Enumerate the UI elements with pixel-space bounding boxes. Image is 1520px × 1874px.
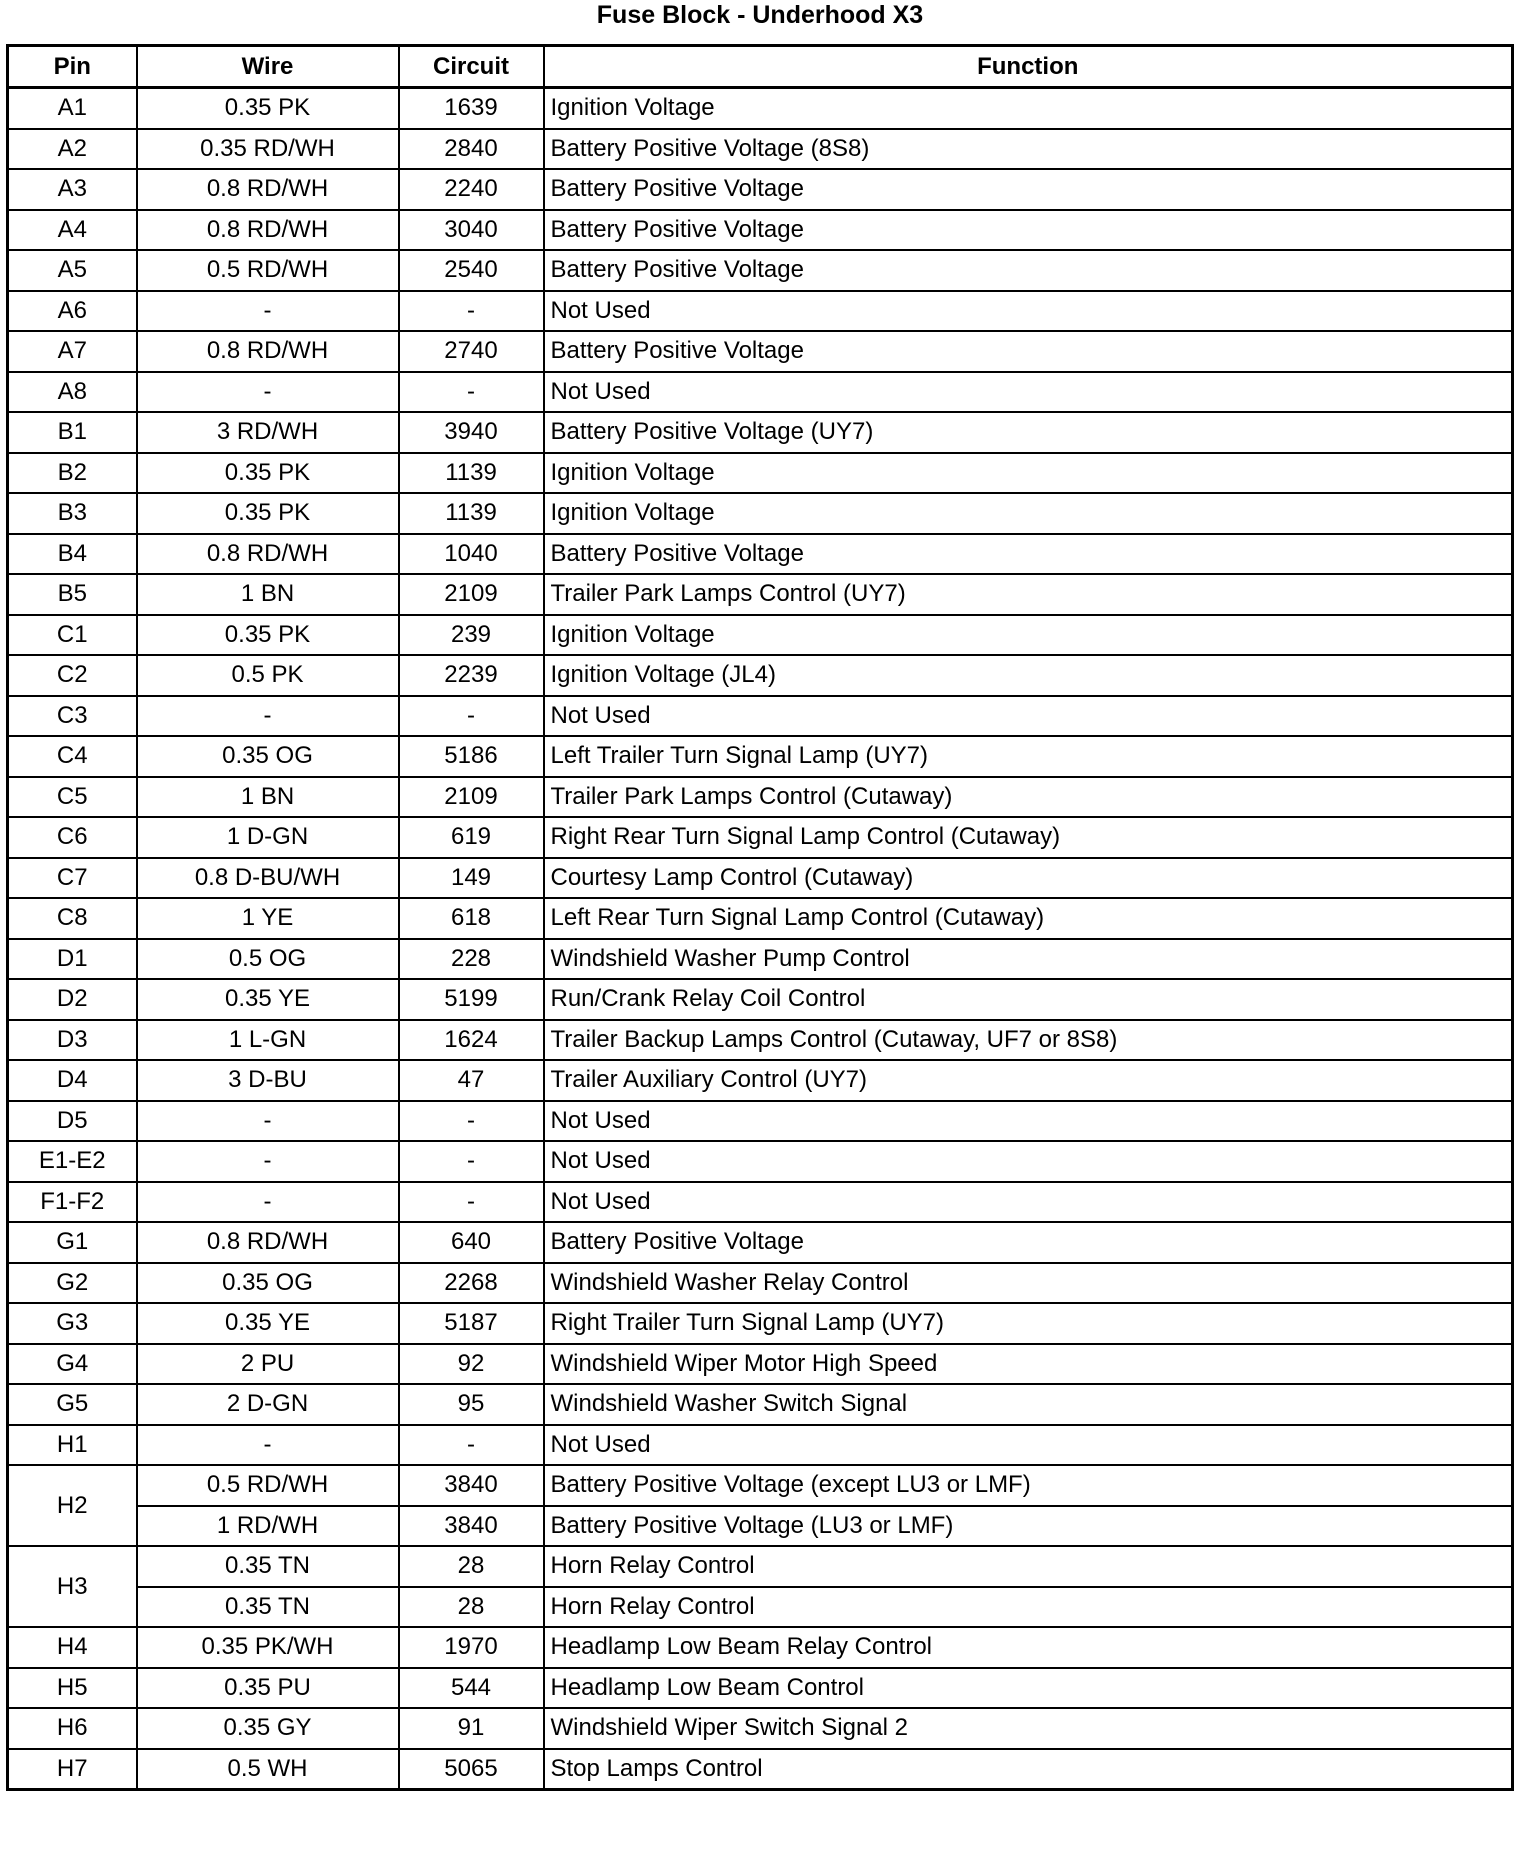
table-row: [8, 979, 1513, 1020]
pin-cell: G3: [8, 1303, 137, 1344]
function-cell: Trailer Park Lamps Control (UY7): [544, 574, 1513, 615]
wire-cell: 0.35 PK: [137, 615, 399, 656]
function-cell: Run/Crank Relay Coil Control: [544, 979, 1513, 1020]
circuit-cell: 95: [399, 1384, 544, 1425]
wire-cell: -: [137, 1101, 399, 1142]
circuit-cell: 3040: [399, 210, 544, 251]
circuit-cell: 2268: [399, 1263, 544, 1304]
table-row: [8, 696, 1513, 737]
circuit-cell: 2840: [399, 129, 544, 170]
table-row: [8, 1546, 1513, 1587]
pin-cell: F1-F2: [8, 1182, 137, 1223]
wire-cell: 1 RD/WH: [137, 1506, 399, 1547]
wire-cell: 0.35 PK: [137, 88, 399, 129]
table-row: [8, 1425, 1513, 1466]
pin-cell: B4: [8, 534, 137, 575]
circuit-cell: 92: [399, 1344, 544, 1385]
function-cell: Battery Positive Voltage (8S8): [544, 129, 1513, 170]
wire-cell: 0.35 YE: [137, 979, 399, 1020]
function-cell: Trailer Backup Lamps Control (Cutaway, UF7 or 8S8): [544, 1020, 1513, 1061]
function-cell: Trailer Auxiliary Control (UY7): [544, 1060, 1513, 1101]
table-row: [8, 1668, 1513, 1709]
wire-cell: 0.8 RD/WH: [137, 331, 399, 372]
wire-cell: 0.35 TN: [137, 1546, 399, 1587]
pin-rows: [8, 88, 1513, 1790]
function-cell: Stop Lamps Control: [544, 1749, 1513, 1790]
table-row: [8, 412, 1513, 453]
function-cell: Battery Positive Voltage: [544, 210, 1513, 251]
wire-cell: 2 D-GN: [137, 1384, 399, 1425]
pin-cell: D5: [8, 1101, 137, 1142]
function-cell: Windshield Wiper Motor High Speed: [544, 1344, 1513, 1385]
pin-cell: H7: [8, 1749, 137, 1790]
header-circuit: Circuit: [399, 46, 544, 88]
pin-cell: G2: [8, 1263, 137, 1304]
function-cell: Right Rear Turn Signal Lamp Control (Cutaway): [544, 817, 1513, 858]
function-cell: Not Used: [544, 696, 1513, 737]
wire-cell: 0.35 PK/WH: [137, 1627, 399, 1668]
circuit-cell: -: [399, 696, 544, 737]
pin-cell: A4: [8, 210, 137, 251]
function-cell: Not Used: [544, 1425, 1513, 1466]
circuit-cell: -: [399, 1141, 544, 1182]
pin-cell: A8: [8, 372, 137, 413]
wire-cell: 0.35 OG: [137, 1263, 399, 1304]
function-cell: Horn Relay Control: [544, 1546, 1513, 1587]
circuit-cell: 2540: [399, 250, 544, 291]
table-row: [8, 1708, 1513, 1749]
circuit-cell: 5199: [399, 979, 544, 1020]
table-row: [8, 210, 1513, 251]
function-cell: Battery Positive Voltage: [544, 1222, 1513, 1263]
circuit-cell: 1139: [399, 493, 544, 534]
pin-cell: D2: [8, 979, 137, 1020]
wire-cell: 0.35 TN: [137, 1587, 399, 1628]
wire-cell: 0.8 RD/WH: [137, 210, 399, 251]
table-row: [8, 1587, 1513, 1628]
table-row: [8, 129, 1513, 170]
wire-cell: 0.35 PK: [137, 493, 399, 534]
function-cell: Left Trailer Turn Signal Lamp (UY7): [544, 736, 1513, 777]
function-cell: Headlamp Low Beam Control: [544, 1668, 1513, 1709]
pin-cell: B2: [8, 453, 137, 494]
pin-cell: A6: [8, 291, 137, 332]
table-row: [8, 169, 1513, 210]
function-cell: Windshield Washer Switch Signal: [544, 1384, 1513, 1425]
circuit-cell: -: [399, 372, 544, 413]
header-function: Function: [544, 46, 1513, 88]
wire-cell: 0.5 RD/WH: [137, 250, 399, 291]
table-row: [8, 615, 1513, 656]
table-row: [8, 1060, 1513, 1101]
function-cell: Ignition Voltage: [544, 493, 1513, 534]
function-cell: Left Rear Turn Signal Lamp Control (Cutaway): [544, 898, 1513, 939]
wire-cell: -: [137, 1182, 399, 1223]
circuit-cell: 1139: [399, 453, 544, 494]
function-cell: Battery Positive Voltage (LU3 or LMF): [544, 1506, 1513, 1547]
pin-cell: B1: [8, 412, 137, 453]
wire-cell: 0.8 D-BU/WH: [137, 858, 399, 899]
table-row: [8, 1141, 1513, 1182]
pin-cell: A5: [8, 250, 137, 291]
wire-cell: 0.5 OG: [137, 939, 399, 980]
table-row: [8, 331, 1513, 372]
wire-cell: 3 RD/WH: [137, 412, 399, 453]
circuit-cell: 3840: [399, 1465, 544, 1506]
circuit-cell: 3840: [399, 1506, 544, 1547]
circuit-cell: -: [399, 1182, 544, 1223]
pin-cell: H4: [8, 1627, 137, 1668]
function-cell: Not Used: [544, 1141, 1513, 1182]
wire-cell: 0.8 RD/WH: [137, 534, 399, 575]
pin-cell: H6: [8, 1708, 137, 1749]
pin-cell: C5: [8, 777, 137, 818]
function-cell: Not Used: [544, 291, 1513, 332]
table-row: [8, 898, 1513, 939]
function-cell: Battery Positive Voltage (UY7): [544, 412, 1513, 453]
wire-cell: 1 BN: [137, 574, 399, 615]
pin-cell: B5: [8, 574, 137, 615]
wire-cell: 0.35 YE: [137, 1303, 399, 1344]
table-row: [8, 1303, 1513, 1344]
table-row: [8, 493, 1513, 534]
circuit-cell: 1040: [399, 534, 544, 575]
function-cell: Ignition Voltage: [544, 615, 1513, 656]
pin-cell: C3: [8, 696, 137, 737]
function-cell: Headlamp Low Beam Relay Control: [544, 1627, 1513, 1668]
function-cell: Ignition Voltage: [544, 88, 1513, 129]
circuit-cell: 3940: [399, 412, 544, 453]
function-cell: Not Used: [544, 1101, 1513, 1142]
circuit-cell: 228: [399, 939, 544, 980]
wire-cell: 0.35 PU: [137, 1668, 399, 1709]
table-row: [8, 1506, 1513, 1547]
table-row: [8, 736, 1513, 777]
circuit-cell: 2240: [399, 169, 544, 210]
circuit-cell: -: [399, 1101, 544, 1142]
circuit-cell: 2109: [399, 574, 544, 615]
wire-cell: 0.8 RD/WH: [137, 1222, 399, 1263]
pin-cell: G4: [8, 1344, 137, 1385]
circuit-cell: 239: [399, 615, 544, 656]
circuit-cell: 1639: [399, 88, 544, 129]
wire-cell: 1 L-GN: [137, 1020, 399, 1061]
table-row: [8, 453, 1513, 494]
wire-cell: 1 D-GN: [137, 817, 399, 858]
wire-cell: -: [137, 1425, 399, 1466]
table-row: [8, 372, 1513, 413]
pin-cell: H5: [8, 1668, 137, 1709]
circuit-cell: 5187: [399, 1303, 544, 1344]
wire-cell: 0.5 RD/WH: [137, 1465, 399, 1506]
table-row: [8, 777, 1513, 818]
function-cell: Battery Positive Voltage: [544, 331, 1513, 372]
wire-cell: 0.35 OG: [137, 736, 399, 777]
function-cell: Battery Positive Voltage (except LU3 or LMF): [544, 1465, 1513, 1506]
wire-cell: 3 D-BU: [137, 1060, 399, 1101]
circuit-cell: 2239: [399, 655, 544, 696]
function-cell: Battery Positive Voltage: [544, 250, 1513, 291]
circuit-cell: 640: [399, 1222, 544, 1263]
pin-cell: A2: [8, 129, 137, 170]
circuit-cell: 619: [399, 817, 544, 858]
table-row: [8, 939, 1513, 980]
table-row: [8, 858, 1513, 899]
header-wire: Wire: [137, 46, 399, 88]
function-cell: Ignition Voltage: [544, 453, 1513, 494]
table-row: [8, 291, 1513, 332]
wire-cell: -: [137, 696, 399, 737]
function-cell: Horn Relay Control: [544, 1587, 1513, 1628]
table-row: [8, 534, 1513, 575]
pin-cell: E1-E2: [8, 1141, 137, 1182]
circuit-cell: 47: [399, 1060, 544, 1101]
circuit-cell: 2740: [399, 331, 544, 372]
pin-cell: A7: [8, 331, 137, 372]
table-row: [8, 1384, 1513, 1425]
table-row: [8, 1101, 1513, 1142]
wire-cell: 0.35 GY: [137, 1708, 399, 1749]
function-cell: Windshield Washer Relay Control: [544, 1263, 1513, 1304]
pin-cell: A1: [8, 88, 137, 129]
wire-cell: -: [137, 372, 399, 413]
table-row: [8, 250, 1513, 291]
table-row: [8, 1263, 1513, 1304]
wire-cell: 0.8 RD/WH: [137, 169, 399, 210]
pin-cell: D1: [8, 939, 137, 980]
pin-cell: C6: [8, 817, 137, 858]
pin-cell: C2: [8, 655, 137, 696]
pin-cell: G5: [8, 1384, 137, 1425]
function-cell: Battery Positive Voltage: [544, 534, 1513, 575]
header-pin: Pin: [8, 46, 137, 88]
circuit-cell: 618: [399, 898, 544, 939]
circuit-cell: 5065: [399, 1749, 544, 1790]
wire-cell: 0.5 PK: [137, 655, 399, 696]
pin-cell: H2: [8, 1465, 137, 1546]
circuit-cell: 1970: [399, 1627, 544, 1668]
page-title: Fuse Block - Underhood X3: [596, 1, 924, 29]
table-row: [8, 1222, 1513, 1263]
header-row: [8, 46, 1513, 88]
function-cell: Ignition Voltage (JL4): [544, 655, 1513, 696]
table-row: [8, 1749, 1513, 1790]
wire-cell: 0.35 PK: [137, 453, 399, 494]
wire-cell: 0.35 RD/WH: [137, 129, 399, 170]
pin-cell: C4: [8, 736, 137, 777]
circuit-cell: 544: [399, 1668, 544, 1709]
circuit-cell: 149: [399, 858, 544, 899]
table-row: [8, 1020, 1513, 1061]
wire-cell: 1 BN: [137, 777, 399, 818]
table-row: [8, 1627, 1513, 1668]
wire-cell: -: [137, 291, 399, 332]
table-row: [8, 1182, 1513, 1223]
table-row: [8, 1344, 1513, 1385]
function-cell: Battery Positive Voltage: [544, 169, 1513, 210]
circuit-cell: -: [399, 1425, 544, 1466]
circuit-cell: 91: [399, 1708, 544, 1749]
function-cell: Right Trailer Turn Signal Lamp (UY7): [544, 1303, 1513, 1344]
wire-cell: 0.5 WH: [137, 1749, 399, 1790]
circuit-cell: 5186: [399, 736, 544, 777]
pin-cell: H1: [8, 1425, 137, 1466]
table-row: [8, 574, 1513, 615]
table-row: [8, 88, 1513, 129]
wire-cell: -: [137, 1141, 399, 1182]
function-cell: Windshield Wiper Switch Signal 2: [544, 1708, 1513, 1749]
function-cell: Not Used: [544, 1182, 1513, 1223]
function-cell: Courtesy Lamp Control (Cutaway): [544, 858, 1513, 899]
table-row: [8, 655, 1513, 696]
circuit-cell: -: [399, 291, 544, 332]
pin-cell: C1: [8, 615, 137, 656]
table-row: [8, 1465, 1513, 1506]
function-cell: Windshield Washer Pump Control: [544, 939, 1513, 980]
function-cell: Not Used: [544, 372, 1513, 413]
circuit-cell: 28: [399, 1587, 544, 1628]
pin-cell: C7: [8, 858, 137, 899]
pin-cell: B3: [8, 493, 137, 534]
pin-cell: G1: [8, 1222, 137, 1263]
pin-cell: C8: [8, 898, 137, 939]
wire-cell: 1 YE: [137, 898, 399, 939]
function-cell: Trailer Park Lamps Control (Cutaway): [544, 777, 1513, 818]
table-row: [8, 817, 1513, 858]
pin-cell: H3: [8, 1546, 137, 1627]
pin-cell: A3: [8, 169, 137, 210]
pin-cell: D4: [8, 1060, 137, 1101]
pin-table: [6, 44, 1514, 1791]
pin-cell: D3: [8, 1020, 137, 1061]
wire-cell: 2 PU: [137, 1344, 399, 1385]
circuit-cell: 2109: [399, 777, 544, 818]
circuit-cell: 28: [399, 1546, 544, 1587]
circuit-cell: 1624: [399, 1020, 544, 1061]
